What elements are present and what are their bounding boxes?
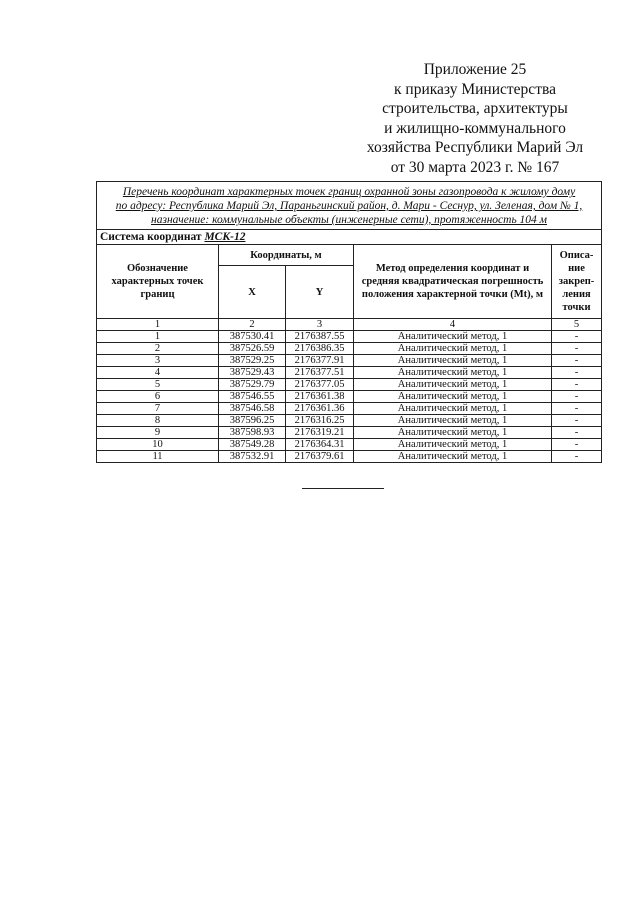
coordinate-system-value: МСК-12 [204, 231, 246, 243]
y-coordinate-cell: 2176379.61 [286, 451, 354, 463]
x-coordinate-cell: 387530.41 [219, 331, 286, 343]
table-row [97, 427, 602, 439]
y-coordinate-cell: 2176387.55 [286, 331, 354, 343]
x-coordinate-cell: 387529.79 [219, 379, 286, 391]
table-title-line: Перечень координат характерных точек границ охранной зоны газопровода к жилому дому [122, 186, 576, 198]
y-coordinate-cell: 2176316.25 [286, 415, 354, 427]
method-cell: Аналитический метод, 1 [354, 403, 552, 415]
coordinates-table [96, 181, 602, 463]
coordinates-table-container [96, 181, 601, 463]
header-description: Описа-ние закреп-ления точки [552, 245, 602, 319]
column-number: 5 [552, 319, 602, 331]
x-coordinate-cell: 387532.91 [219, 451, 286, 463]
header-line: к приказу Министерства [394, 80, 556, 98]
point-number-cell: 7 [97, 403, 219, 415]
point-number-cell: 1 [97, 331, 219, 343]
y-coordinate-cell: 2176361.38 [286, 391, 354, 403]
description-cell: - [552, 367, 602, 379]
method-cell: Аналитический метод, 1 [354, 415, 552, 427]
table-row [97, 391, 602, 403]
method-cell: Аналитический метод, 1 [354, 439, 552, 451]
method-cell: Аналитический метод, 1 [354, 367, 552, 379]
y-coordinate-cell: 2176386.35 [286, 343, 354, 355]
table-row [97, 415, 602, 427]
table-row [97, 439, 602, 451]
y-coordinate-cell: 2176377.91 [286, 355, 354, 367]
method-cell: Аналитический метод, 1 [354, 379, 552, 391]
method-cell: Аналитический метод, 1 [354, 343, 552, 355]
description-cell: - [552, 391, 602, 403]
table-row [97, 331, 602, 343]
table-row [97, 379, 602, 391]
y-coordinate-cell: 2176377.51 [286, 367, 354, 379]
x-coordinate-cell: 387546.58 [219, 403, 286, 415]
x-coordinate-cell: 387529.43 [219, 367, 286, 379]
description-cell: - [552, 343, 602, 355]
description-cell: - [552, 379, 602, 391]
x-coordinate-cell: 387546.55 [219, 391, 286, 403]
header-line: строительства, архитектуры [382, 100, 568, 117]
point-number-cell: 6 [97, 391, 219, 403]
header-line: хозяйства Республики Марий Эл [366, 139, 584, 156]
description-cell: - [552, 355, 602, 367]
table-title [97, 182, 602, 230]
header-x: X [219, 266, 286, 319]
column-number: 3 [286, 319, 354, 331]
point-number-cell: 8 [97, 415, 219, 427]
table-row [97, 403, 602, 415]
point-number-cell: 2 [97, 343, 219, 355]
method-cell: Аналитический метод, 1 [354, 355, 552, 367]
point-number-cell: 11 [97, 451, 219, 463]
header-method: Метод определения координат и средняя квадратическая погрешность положения характерной точки (Mt), м [354, 245, 552, 319]
column-number: 1 [97, 319, 219, 331]
description-cell: - [552, 331, 602, 343]
separator-line [302, 488, 384, 489]
point-number-cell: 4 [97, 367, 219, 379]
column-number: 2 [219, 319, 286, 331]
method-cell: Аналитический метод, 1 [354, 427, 552, 439]
table-title-line: по адресу: Республика Марий Эл, Параньгинский район, д. Мари - Сеснур, ул. Зеленая, дом № 1, [115, 200, 583, 212]
appendix-header [350, 60, 600, 177]
method-cell: Аналитический метод, 1 [354, 451, 552, 463]
point-number-cell: 5 [97, 379, 219, 391]
y-coordinate-cell: 2176364.31 [286, 439, 354, 451]
point-number-cell: 10 [97, 439, 219, 451]
header-line: и жилищно-коммунального [384, 119, 566, 137]
header-line: от 30 марта 2023 г. № 167 [390, 158, 560, 176]
table-row [97, 343, 602, 355]
table-title-line: назначение: коммунальные объекты (инженерные сети), протяженность 104 м [151, 214, 548, 226]
description-cell: - [552, 451, 602, 463]
point-number-cell: 3 [97, 355, 219, 367]
table-row [97, 367, 602, 379]
y-coordinate-cell: 2176319.21 [286, 427, 354, 439]
x-coordinate-cell: 387598.93 [219, 427, 286, 439]
x-coordinate-cell: 387526.59 [219, 343, 286, 355]
method-cell: Аналитический метод, 1 [354, 391, 552, 403]
table-row [97, 355, 602, 367]
header-y: Y [286, 266, 354, 319]
x-coordinate-cell: 387596.25 [219, 415, 286, 427]
x-coordinate-cell: 387549.28 [219, 439, 286, 451]
header-coordinates: Координаты, м [219, 245, 354, 266]
description-cell: - [552, 427, 602, 439]
description-cell: - [552, 439, 602, 451]
y-coordinate-cell: 2176377.05 [286, 379, 354, 391]
coordinate-system-label: Система координат [100, 231, 202, 243]
column-number: 4 [354, 319, 552, 331]
header-designation: Обозначение характерных точек границ [97, 245, 219, 319]
coordinate-system-row [97, 230, 602, 245]
x-coordinate-cell: 387529.25 [219, 355, 286, 367]
description-cell: - [552, 403, 602, 415]
y-coordinate-cell: 2176361.36 [286, 403, 354, 415]
method-cell: Аналитический метод, 1 [354, 331, 552, 343]
table-row [97, 451, 602, 463]
header-line: Приложение 25 [423, 61, 527, 78]
description-cell: - [552, 415, 602, 427]
point-number-cell: 9 [97, 427, 219, 439]
